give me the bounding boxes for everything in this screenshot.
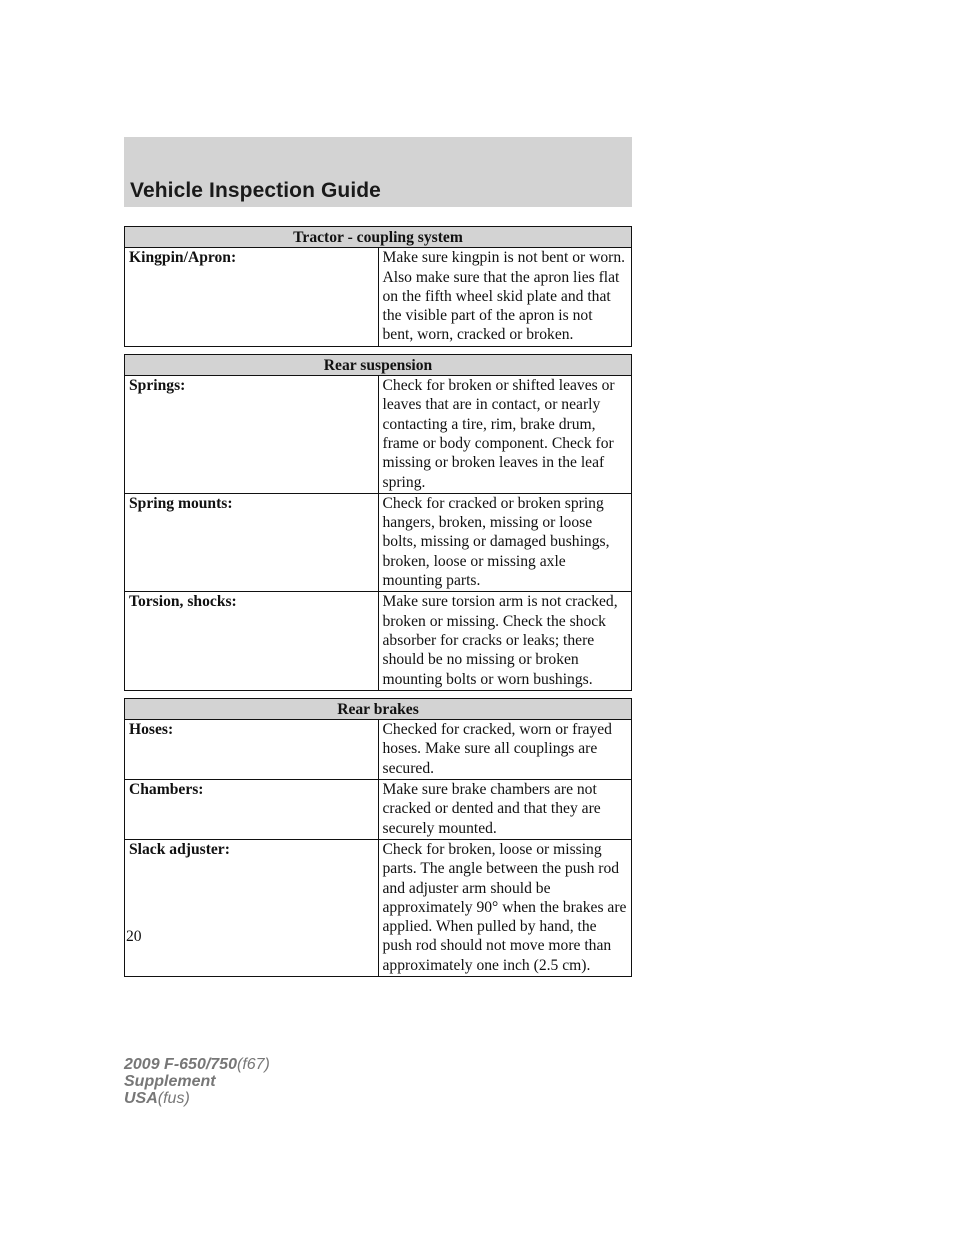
row-label: Springs: (125, 376, 379, 494)
page-title: Vehicle Inspection Guide (130, 179, 381, 202)
footer-supplement: Supplement (124, 1073, 216, 1090)
table-row (125, 780, 632, 840)
row-text: Check for cracked or broken spring hangers, broken, missing or loose bolts, missing or damaged bushings, broken, loose or missing axle mounting parts. (378, 493, 632, 591)
section-tractor-coupling-system (124, 226, 632, 347)
section-rear-suspension (124, 354, 632, 691)
footer-imprint (124, 1056, 270, 1107)
table-row (125, 592, 632, 690)
page-number: 20 (126, 928, 142, 945)
section-title: Tractor - coupling system (125, 227, 632, 248)
row-text: Check for broken or shifted leaves or leaves that are in contact, or nearly contacting a tire, rim, brake drum, frame or body component. Check for missing or broken leaves in the leaf spring. (378, 376, 632, 494)
section-rear-brakes (124, 698, 632, 977)
footer-line-model (124, 1056, 270, 1073)
table-row (125, 720, 632, 780)
footer-market-code: (fus) (157, 1090, 190, 1107)
row-label: Slack adjuster: (125, 839, 379, 976)
table-row (125, 248, 632, 346)
row-label: Hoses: (125, 720, 379, 780)
row-label: Torsion, shocks: (125, 592, 379, 690)
footer-model-code: (f67) (236, 1056, 270, 1073)
inspection-sections (124, 226, 632, 984)
table-row (125, 839, 632, 976)
table-row (125, 493, 632, 591)
row-text: Check for broken, loose or missing parts. The angle between the push rod and adjuster arm should be approximately 90° when the brakes are applied. When pulled by hand, the push rod should not move more than approximately one inch (2.5 cm). (378, 839, 632, 976)
row-label: Chambers: (125, 780, 379, 840)
row-text: Make sure torsion arm is not cracked, broken or missing. Check the shock absorber for cracks or leaks; there should be no missing or broken mounting bolts or worn bushings. (378, 592, 632, 690)
row-label: Spring mounts: (125, 493, 379, 591)
row-text: Checked for cracked, worn or frayed hoses. Make sure all couplings are secured. (378, 720, 632, 780)
footer-line-market (124, 1090, 270, 1107)
table-row (125, 376, 632, 494)
row-label: Kingpin/Apron: (125, 248, 379, 346)
header-band (124, 137, 632, 207)
footer-model: 2009 F-650/750 (124, 1056, 237, 1073)
row-text: Make sure kingpin is not bent or worn. Also make sure that the apron lies flat on the fifth wheel skid plate and that the visible part of the apron is not bent, worn, cracked or broken. (378, 248, 632, 346)
row-text: Make sure brake chambers are not cracked or dented and that they are securely mounted. (378, 780, 632, 840)
section-title: Rear suspension (125, 354, 632, 375)
footer-line-supplement (124, 1073, 270, 1090)
section-title: Rear brakes (125, 698, 632, 719)
footer-market: USA (124, 1090, 158, 1107)
